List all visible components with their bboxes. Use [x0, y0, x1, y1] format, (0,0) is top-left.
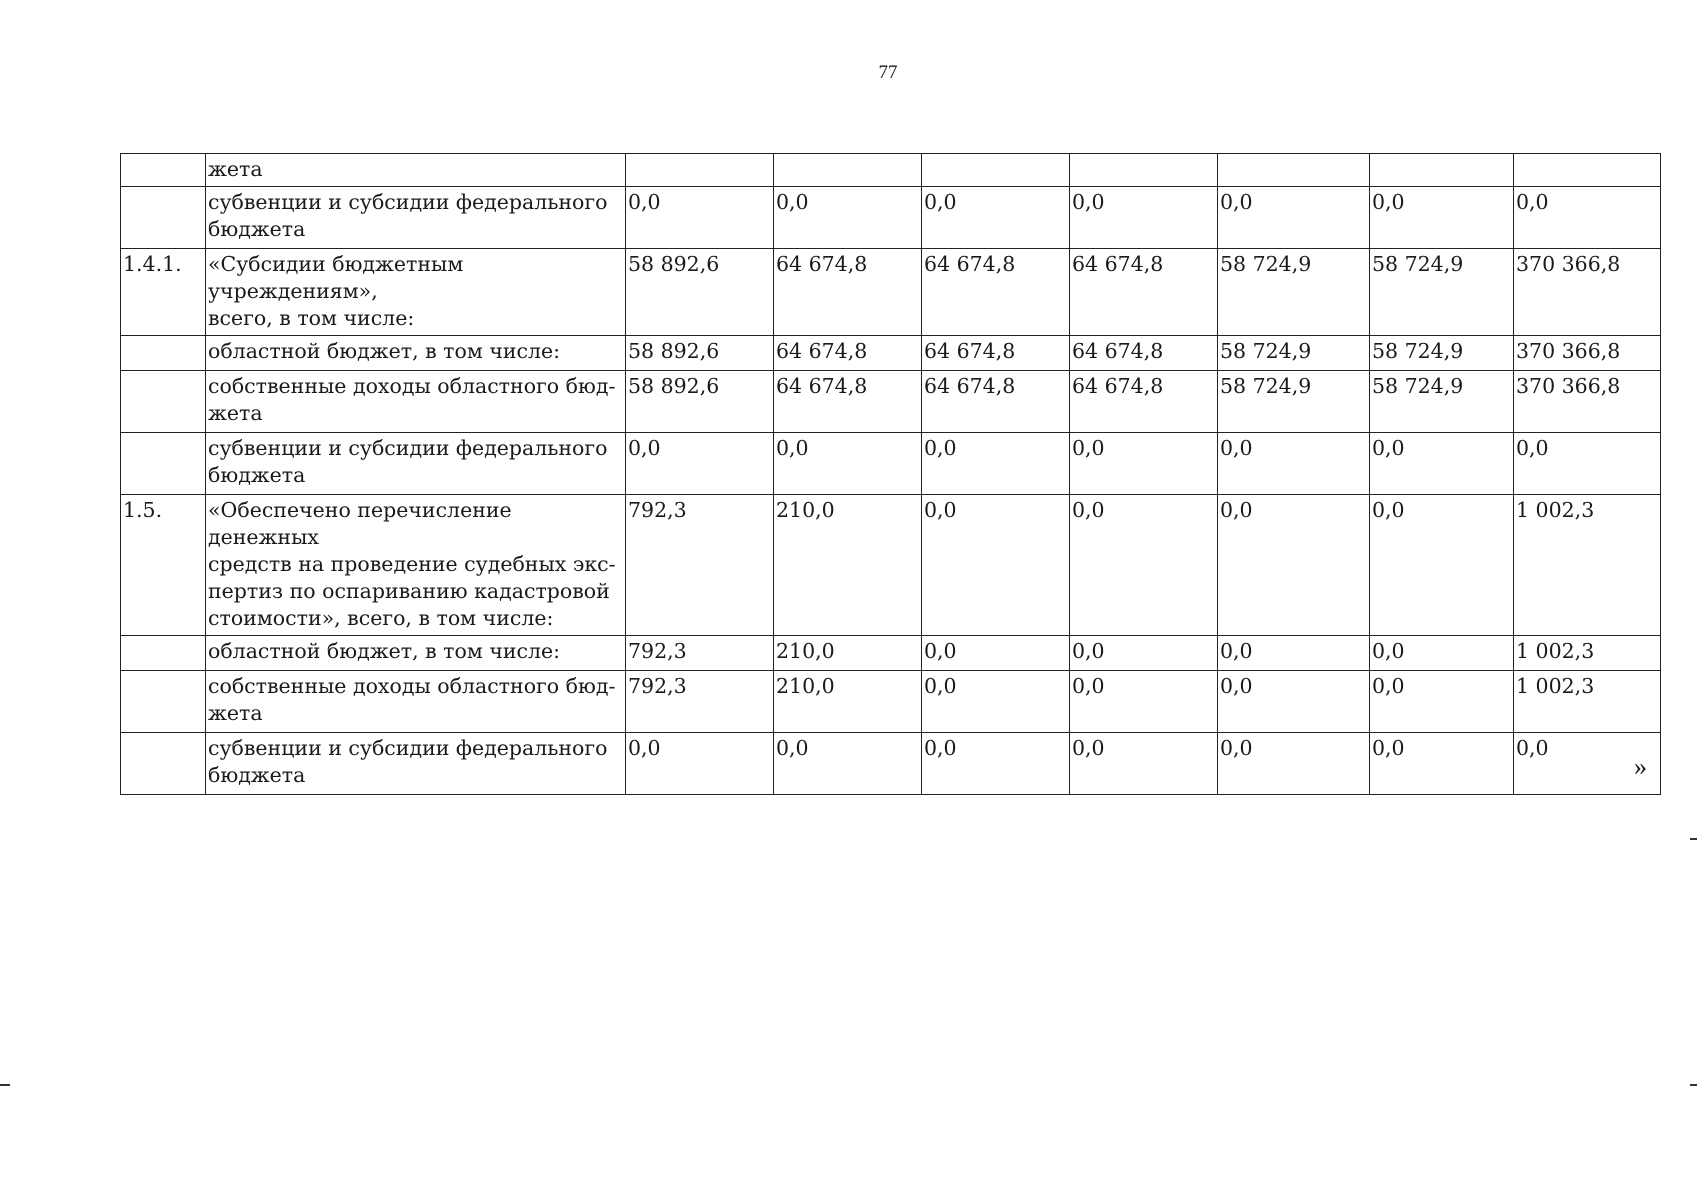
value-cell: 58 724,9: [1218, 249, 1370, 336]
closing-quote: »: [1634, 752, 1647, 781]
table-row: [121, 495, 1661, 636]
value-cell: 0,0: [1218, 495, 1370, 636]
value-cell: 0,0: [1070, 733, 1218, 795]
value-cell: 64 674,8: [774, 371, 922, 433]
value-cell: [1218, 154, 1370, 187]
value-cell: 64 674,8: [1070, 249, 1218, 336]
table-row: [121, 336, 1661, 371]
scan-mark-right-top: [1690, 838, 1697, 840]
table-row: [121, 636, 1661, 671]
value-cell: 0,0: [1514, 433, 1661, 495]
table-row: [121, 671, 1661, 733]
value-cell: 0,0: [1370, 433, 1514, 495]
value-cell: 0,0: [1370, 187, 1514, 249]
value-cell: 0,0: [922, 733, 1070, 795]
value-cell: 0,0: [1218, 733, 1370, 795]
value-cell: [774, 154, 922, 187]
value-cell: 64 674,8: [922, 336, 1070, 371]
value-cell: 370 366,8: [1514, 336, 1661, 371]
value-cell: 0,0: [1070, 187, 1218, 249]
row-label: жета: [206, 154, 626, 187]
row-number: [121, 733, 206, 795]
row-number: [121, 154, 206, 187]
row-label: «Обеспечено перечисление денежных средств на проведение судебных экс- пертиз по оспариванию кадастровой стоимости», всего, в том числе:: [206, 495, 626, 636]
table-row: [121, 433, 1661, 495]
value-cell: [626, 154, 774, 187]
row-label: собственные доходы областного бюд- жета: [206, 371, 626, 433]
budget-table: [120, 153, 1661, 795]
value-cell: 0,0: [1218, 636, 1370, 671]
value-cell: [1070, 154, 1218, 187]
scan-mark-right-bottom: [1690, 1084, 1697, 1086]
value-cell: 58 724,9: [1218, 336, 1370, 371]
value-cell: 0,0: [1370, 636, 1514, 671]
table-row: [121, 187, 1661, 249]
value-cell: 0,0: [1514, 187, 1661, 249]
row-label: «Субсидии бюджетным учреждениям», всего, в том числе:: [206, 249, 626, 336]
value-cell: 58 892,6: [626, 249, 774, 336]
row-number: 1.4.1.: [121, 249, 206, 336]
row-label: субвенции и субсидии федерального бюджета: [206, 433, 626, 495]
value-cell: 0,0: [1070, 433, 1218, 495]
row-label: собственные доходы областного бюд- жета: [206, 671, 626, 733]
value-cell: 0,0: [1070, 636, 1218, 671]
value-cell: 210,0: [774, 636, 922, 671]
value-cell: 64 674,8: [922, 371, 1070, 433]
page-number: 77: [878, 62, 898, 83]
value-cell: 1 002,3: [1514, 636, 1661, 671]
value-cell: 64 674,8: [922, 249, 1070, 336]
value-cell: 64 674,8: [1070, 336, 1218, 371]
row-number: [121, 671, 206, 733]
row-number: 1.5.: [121, 495, 206, 636]
value-cell: 0,0: [626, 733, 774, 795]
value-cell: 0,0: [922, 671, 1070, 733]
row-number: [121, 187, 206, 249]
row-number: [121, 433, 206, 495]
table-row: [121, 249, 1661, 336]
row-label: субвенции и субсидии федерального бюджета: [206, 187, 626, 249]
value-cell: 0,0: [626, 187, 774, 249]
row-label: областной бюджет, в том числе:: [206, 636, 626, 671]
value-cell: 58 724,9: [1370, 249, 1514, 336]
value-cell: 0,0: [1218, 671, 1370, 733]
value-cell: 0,0: [1218, 187, 1370, 249]
value-cell: 0,0: [774, 733, 922, 795]
value-cell: 58 724,9: [1218, 371, 1370, 433]
table-row: [121, 371, 1661, 433]
budget-table-body: [121, 154, 1661, 795]
value-cell: 792,3: [626, 495, 774, 636]
value-cell: 792,3: [626, 636, 774, 671]
value-cell: 0,0: [1370, 495, 1514, 636]
value-cell: 0,0: [922, 187, 1070, 249]
value-cell: 0,0: [1370, 733, 1514, 795]
value-cell: 210,0: [774, 671, 922, 733]
value-cell: 370 366,8: [1514, 371, 1661, 433]
value-cell: 0,0: [774, 187, 922, 249]
value-cell: 64 674,8: [774, 336, 922, 371]
row-number: [121, 371, 206, 433]
value-cell: [1370, 154, 1514, 187]
row-number: [121, 636, 206, 671]
scan-mark-left: [0, 1084, 10, 1086]
value-cell: 58 724,9: [1370, 336, 1514, 371]
value-cell: 58 892,6: [626, 371, 774, 433]
table-row: [121, 733, 1661, 795]
value-cell: 0,0: [1218, 433, 1370, 495]
value-cell: 0,0: [1514, 733, 1661, 795]
value-cell: 0,0: [922, 495, 1070, 636]
value-cell: 1 002,3: [1514, 671, 1661, 733]
value-cell: 0,0: [1070, 495, 1218, 636]
value-cell: 792,3: [626, 671, 774, 733]
value-cell: 0,0: [1070, 671, 1218, 733]
value-cell: 64 674,8: [1070, 371, 1218, 433]
row-label: субвенции и субсидии федерального бюджета: [206, 733, 626, 795]
value-cell: 0,0: [774, 433, 922, 495]
value-cell: [1514, 154, 1661, 187]
value-cell: 370 366,8: [1514, 249, 1661, 336]
value-cell: 58 724,9: [1370, 371, 1514, 433]
value-cell: 58 892,6: [626, 336, 774, 371]
value-cell: 0,0: [922, 433, 1070, 495]
value-cell: 1 002,3: [1514, 495, 1661, 636]
value-cell: 0,0: [922, 636, 1070, 671]
value-cell: 0,0: [626, 433, 774, 495]
table-row: [121, 154, 1661, 187]
value-cell: 64 674,8: [774, 249, 922, 336]
value-cell: 210,0: [774, 495, 922, 636]
row-label: областной бюджет, в том числе:: [206, 336, 626, 371]
row-number: [121, 336, 206, 371]
value-cell: 0,0: [1370, 671, 1514, 733]
value-cell: [922, 154, 1070, 187]
